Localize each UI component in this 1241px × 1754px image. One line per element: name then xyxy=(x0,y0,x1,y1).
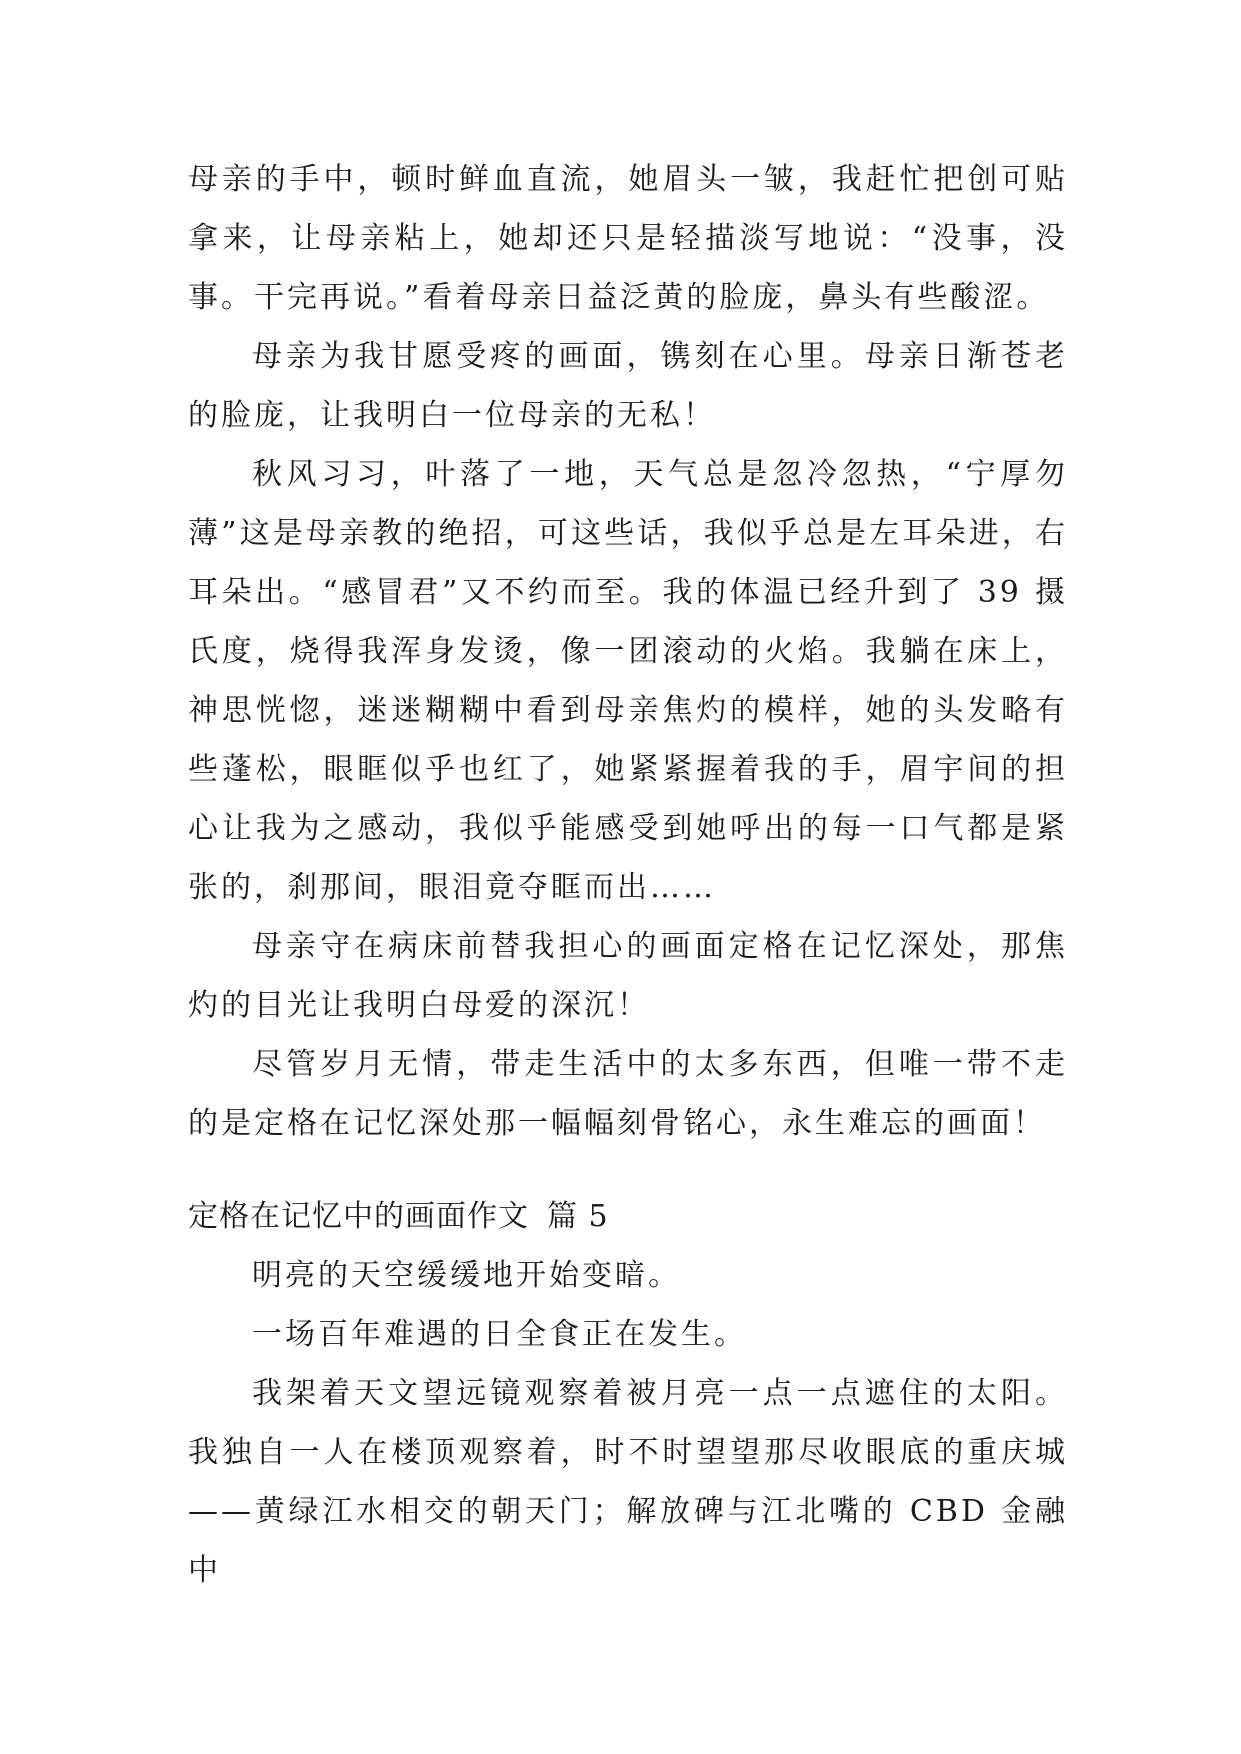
paragraph: 母亲为我甘愿受疼的画面，镌刻在心里。母亲日渐苍老的脸庞，让我明白一位母亲的无私！ xyxy=(188,339,1068,433)
paragraph-continued: 母亲的手中，顿时鲜血直流，她眉头一皱，我赶忙把创可贴拿来，让母亲粘上，她却还只是轻描淡写地说：“没事，没事。干完再说。”看着母亲日益泛黄的脸庞，鼻头有些酸涩。 xyxy=(188,162,1068,315)
paragraph: 尽管岁月无情，带走生活中的太多东西，但唯一带不走的是定格在记忆深处那一幅幅刻骨铭心，永生难忘的画面！ xyxy=(188,1047,1068,1141)
section-heading xyxy=(188,1187,1068,1246)
text-column xyxy=(188,150,1068,1600)
paragraph: 母亲守在病床前替我担心的画面定格在记忆深处，那焦灼的目光让我明白母爱的深沉！ xyxy=(188,929,1068,1023)
paragraph: 秋风习习，叶落了一地，天气总是忽冷忽热，“宁厚勿薄”这是母亲教的绝招，可这些话，我似乎总是左耳朵进，右耳朵出。“感冒君”又不约而至。我的体温已经升到了 39 摄氏度，烧得我浑身发烫，像一团滚动的火焰。我躺在床上，神思恍惚，迷迷糊糊中看到母亲焦灼的模样，她的头发略有些蓬松，眼眶似乎也红了，她紧紧握着我的手，眉宇间的担心让我为之感动，我似乎能感受到她呼出的每一口气都是紧张的，刹那间，眼泪竟夺眶而出…… xyxy=(188,457,1068,905)
section-heading-number: 篇 5 xyxy=(547,1199,609,1234)
paragraph: 我架着天文望远镜观察着被月亮一点一点遮住的太阳。我独自一人在楼顶观察着，时不时望望那尽收眼底的重庆城——黄绿江水相交的朝天门；解放碑与江北嘴的 CBD 金融中 xyxy=(188,1376,1068,1588)
section-heading-title: 定格在记忆中的画面作文 xyxy=(188,1199,529,1234)
paragraph: 明亮的天空缓缓地开始变暗。 xyxy=(252,1258,681,1293)
paragraph: 一场百年难遇的日全食正在发生。 xyxy=(252,1317,747,1352)
